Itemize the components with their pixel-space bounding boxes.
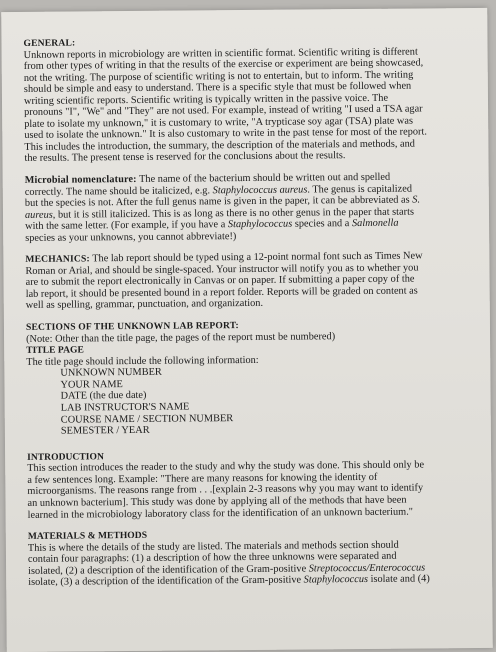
general-line: used to isolate the unknown." It is also customary to write in the past tense for most of the report. — [24, 126, 428, 142]
nomenclature-text: correctly. The name should be italicized, e.g. — [24, 184, 213, 198]
section-introduction — [27, 448, 480, 521]
mechanics-text: lab report, it should be presented bound in a report folder. Reports will be graded on content as — [25, 285, 418, 300]
materials-text: isolate, (3) a description of the identification of the Gram-positive — [28, 574, 304, 589]
general-line: the results. The present tense is reserved for the conclusions about the results. — [24, 150, 346, 165]
heading-introduction: INTRODUCTION — [27, 451, 104, 463]
introduction-text: learned in the microbiology laboratory class for the identification of an unknown bacterium." — [27, 506, 414, 521]
heading-mechanics: MECHANICS: — [25, 253, 90, 266]
materials-text: isolate and (4) — [367, 573, 430, 586]
list-item: DATE (the due date) — [60, 390, 147, 403]
genus-name: Staphylococcus — [303, 574, 369, 586]
section-materials-methods — [28, 527, 480, 589]
introduction-text: a few sentences long. Example: "There are many reasons for knowing the identity of — [27, 471, 378, 486]
list-item: SEMESTER / YEAR — [60, 425, 150, 437]
document-content — [23, 34, 480, 599]
list-item: COURSE NAME / SECTION NUMBER — [60, 412, 234, 426]
list-item: LAB INSTRUCTOR'S NAME — [60, 401, 190, 414]
section-report-sections — [26, 318, 479, 438]
introduction-text: This section introduces the reader to the study and why the study was done. This should only be — [27, 459, 425, 475]
heading-nomenclature: Microbial nomenclature: — [24, 173, 137, 186]
section-mechanics — [25, 250, 477, 312]
general-line: not the writing. The purpose of scientific writing is not to entertain, but to inform. The writing — [23, 69, 414, 84]
introduction-text: microorganisms. The reasons range from . . .[explain 2-3 reasons why you may want to identify — [27, 482, 424, 498]
nomenclature-text: , but it is still italicized. This is as long as there is no other genus in the paper that starts — [52, 206, 415, 221]
nomenclature-text: but the species is not. After the full genus name is given in the paper, it can be abbreviated as — [24, 194, 413, 210]
mechanics-text: are to submit the report electronically in Canvas or on paper. If submitting a paper copy of the — [25, 273, 415, 289]
materials-text: This is where the details of the study are listed. The materials and methods section should — [27, 539, 399, 554]
species-name: Staphylococcus aureus — [212, 184, 308, 196]
materials-text: isolated, (2) a description of the identification of the Gram-positive — [28, 563, 309, 577]
nomenclature-text: with the same letter. (For example, if you have a — [25, 219, 228, 233]
genus-name: Streptococcus/Enterococcus — [308, 562, 426, 575]
title-page-list — [26, 364, 479, 438]
general-line: This includes the introduction, the summary, the description of the materials and methods, and — [24, 138, 416, 153]
general-line: writing scientific reports. Scientific writing is typically written in the passive voice. The — [23, 92, 389, 107]
mechanics-text: The lab report should be typed using a 12-point normal font such as Times New — [89, 250, 423, 265]
mechanics-text: Roman or Arial, and should be single-spaced. Your instructor will notify you as to whether you — [25, 262, 419, 277]
general-line: plate to isolate my unknown," it is customary to write, "A trypticase soy agar (TSA) plate was — [24, 115, 414, 130]
nomenclature-text: species and a — [292, 218, 353, 230]
heading-sections: SECTIONS OF THE UNKNOWN LAB REPORT: — [25, 320, 239, 333]
nomenclature-text: The name of the bacterium should be written out and spelled — [136, 171, 391, 185]
document-page — [1, 8, 493, 652]
nomenclature-text: . The genus is capitalized — [307, 183, 413, 196]
title-page-intro: The title page should include the following information: — [26, 354, 259, 368]
general-line: pronouns "I", "We" and "They" are not used. For example, instead of writing "I used a TSA agar — [24, 103, 423, 119]
nomenclature-text: species as your unknowns, you cannot abbreviate!) — [25, 230, 237, 244]
genus-name: Salmonella — [351, 217, 399, 230]
materials-text: contain four paragraphs: (1) a description of how the three unknowns were separated and — [27, 550, 397, 566]
heading-materials-methods: MATERIALS & METHODS — [27, 529, 148, 542]
heading-title-page: TITLE PAGE — [26, 344, 84, 357]
general-line: Unknown reports in microbiology are written in scientific format. Scientific writing is different — [23, 46, 418, 61]
introduction-text: an unknown bacterium]. This study was done by applying all of the methods that have been — [27, 494, 407, 509]
section-general — [23, 34, 476, 165]
general-line: from other types of writing in that the results of the exercise or experiment are being showcased, — [23, 57, 424, 73]
heading-general: GENERAL: — [23, 37, 76, 49]
general-line: should be simple and easy to understand. There is a specific style that must be followed when — [23, 80, 412, 96]
list-item: YOUR NAME — [60, 378, 123, 391]
list-item: UNKNOWN NUMBER — [60, 366, 162, 379]
sections-note: (Note: Other than the title page, the pages of the report must be numbered) — [26, 330, 336, 345]
genus-name: Staphylococcus — [227, 218, 293, 231]
section-nomenclature — [25, 171, 478, 244]
species-abbrev: aureus — [24, 209, 53, 221]
mechanics-text: well as spelling, grammar, punctuation, and organization. — [25, 298, 264, 312]
species-abbrev: S. — [412, 194, 421, 206]
